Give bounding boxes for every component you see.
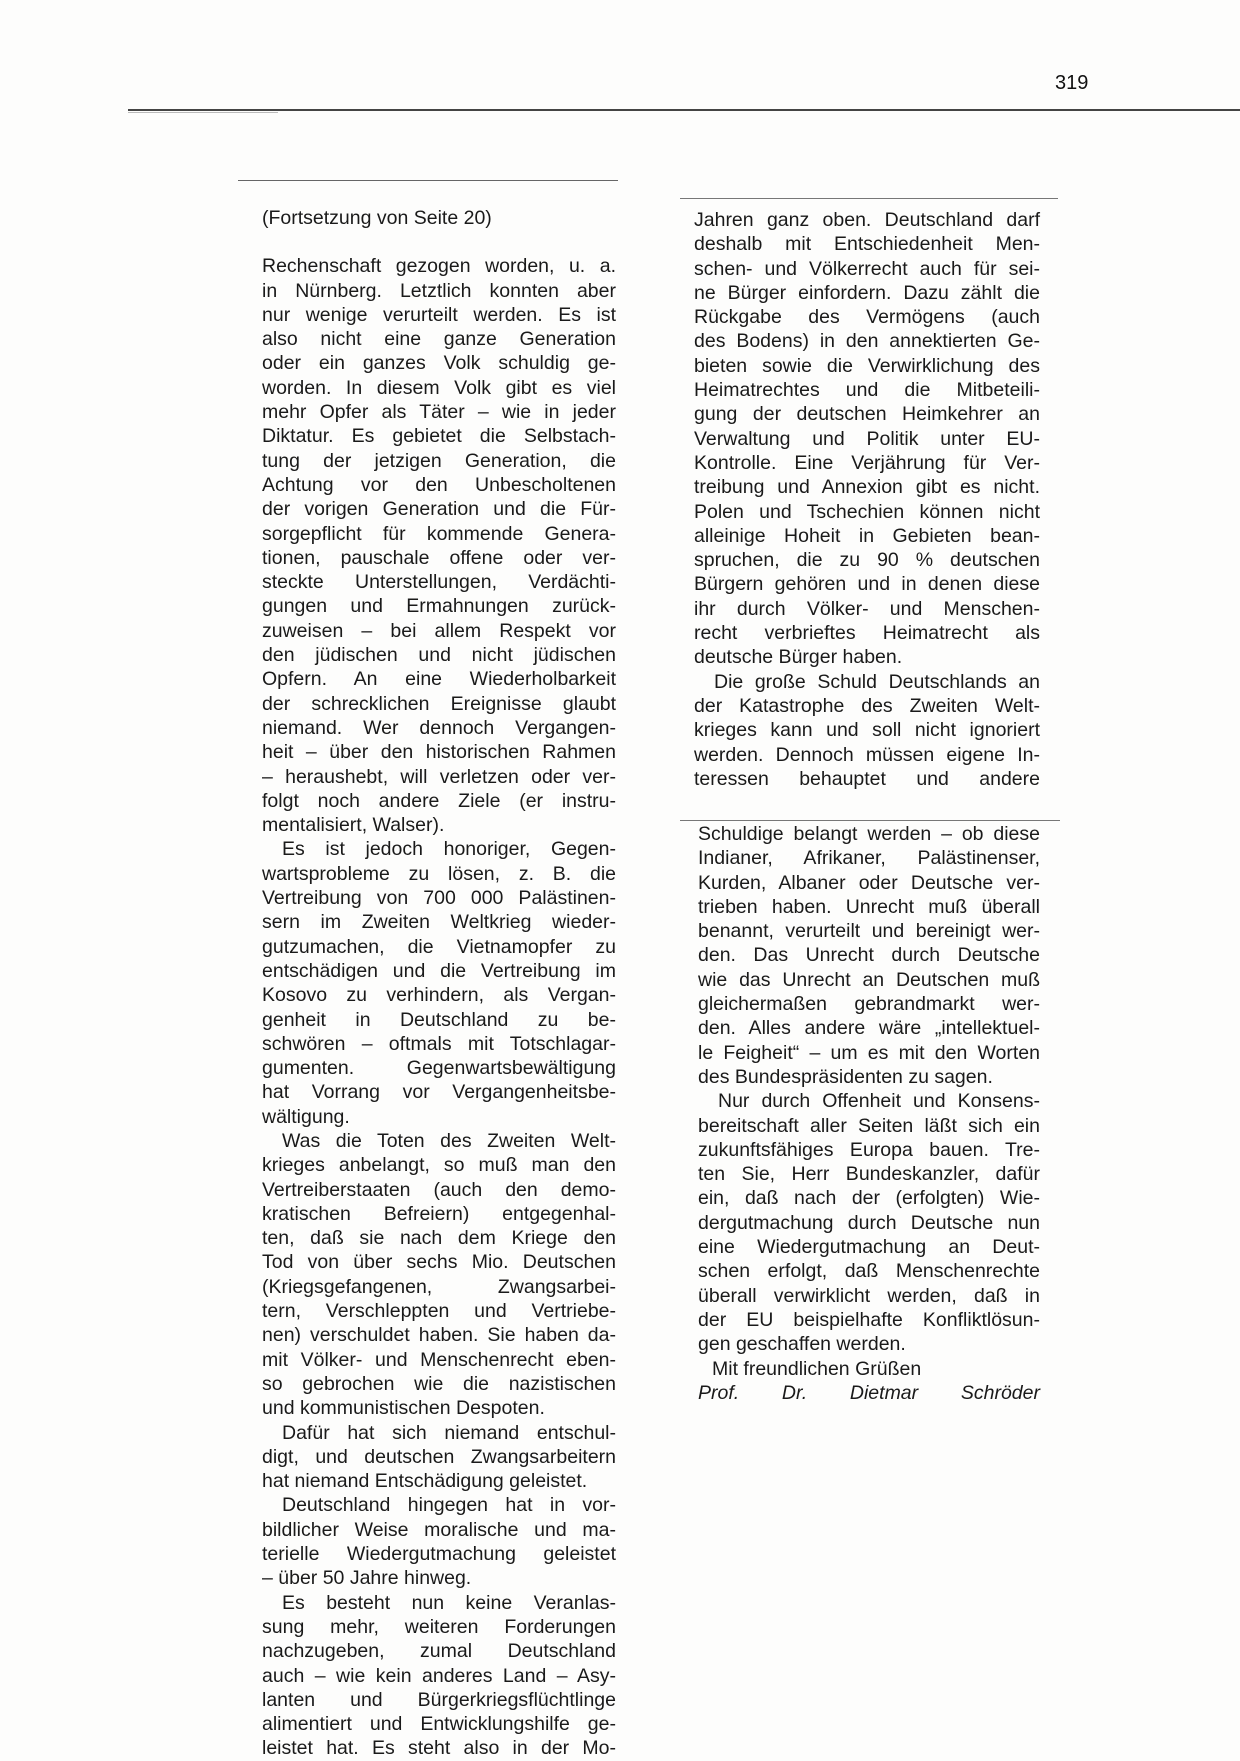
text-line: niemand. Wer dennoch Vergangen-	[262, 716, 616, 739]
text-line: – über 50 Jahre hinweg.	[262, 1567, 472, 1590]
text-line: Opfern. An eine Wiederholbarkeit	[262, 668, 616, 691]
text-line: gung der deutschen Heimkehrer an	[694, 403, 1040, 426]
text-line: der schrecklichen Ereignisse glaubt	[262, 692, 616, 715]
text-line: Die große Schuld Deutschlands an	[714, 670, 1040, 693]
continuation-note: (Fortsetzung von Seite 20)	[262, 207, 492, 229]
text-line: – heraushebt, will verletzen oder ver-	[262, 765, 616, 788]
text-line: ten Sie, Herr Bundeskanzler, dafür	[698, 1163, 1040, 1186]
text-line: schwören – oftmals mit Totschlagar-	[262, 1032, 616, 1055]
text-line: Verwaltung und Politik unter EU-	[694, 427, 1040, 450]
text-line: alimentiert und Entwicklungshilfe ge-	[262, 1713, 616, 1736]
text-line: alleinige Hoheit in Gebieten bean-	[694, 524, 1040, 547]
text-line: ne Bürger einfordern. Dazu zählt die	[694, 281, 1040, 304]
text-line: gleichermaßen gebrandmarkt wer-	[698, 993, 1040, 1016]
text-line: kratischen Befreiern) entgegenhal-	[262, 1202, 616, 1225]
text-line: genheit in Deutschland zu be-	[262, 1008, 616, 1031]
text-line: nur wenige verurteilt werden. Es ist	[262, 303, 616, 326]
text-line: sern im Zweiten Weltkrieg wieder-	[262, 911, 616, 934]
text-line: des Bundespräsidenten zu sagen.	[698, 1065, 993, 1088]
text-line: trieben haben. Unrecht muß überall	[698, 895, 1040, 918]
text-line: mentalisiert, Walser).	[262, 814, 445, 837]
text-line: Schuldige belangt werden – ob diese	[698, 823, 1040, 845]
left-column-rule	[238, 180, 618, 181]
text-line: Heimatrechtes und die Mitbeteili-	[694, 379, 1040, 402]
text-line: Es besteht nun keine Veranlas-	[282, 1591, 616, 1614]
header-rule-faint	[128, 112, 278, 113]
text-line: des Bodens) in den annektierten Ge-	[694, 330, 1040, 353]
text-line: zuweisen – bei allem Respekt vor	[262, 619, 616, 642]
text-line: Deutschland hingegen hat in vor-	[282, 1494, 616, 1517]
text-line: Rückgabe des Vermögens (auch	[694, 306, 1040, 329]
text-line: le Feigheit“ – um es mit den Worten	[698, 1041, 1040, 1064]
text-line: sorgepflicht für kommende Genera-	[262, 522, 616, 545]
text-line: Indianer, Afrikaner, Palästinenser,	[698, 847, 1040, 870]
text-line: leistet hat. Es steht also in der Mo-	[262, 1737, 616, 1760]
text-line: Tod von über sechs Mio. Deutschen	[262, 1251, 616, 1274]
text-line: gungen und Ermahnungen zurück-	[262, 595, 616, 618]
closing-greeting: Mit freundlichen Grüßen	[712, 1357, 922, 1380]
text-line: Dafür hat sich niemand entschul-	[282, 1421, 616, 1444]
text-line: deshalb mit Entschiedenheit Men-	[694, 233, 1040, 256]
text-line: ten, daß sie nach dem Kriege den	[262, 1227, 616, 1250]
text-line: schen erfolgt, daß Menschenrechte	[698, 1260, 1040, 1283]
text-line: wältigung.	[262, 1105, 350, 1128]
right-column-rule-middle	[680, 820, 1060, 821]
text-line: Kosovo zu verhindern, als Vergan-	[262, 984, 616, 1007]
text-line: bildlicher Weise moralische und ma-	[262, 1518, 616, 1541]
text-line: den. Das Unrecht durch Deutsche	[698, 944, 1040, 967]
right-column-top	[694, 208, 1040, 791]
text-line: Vertreibung von 700 000 Palästinen-	[262, 887, 616, 910]
text-line: deutsche Bürger haben.	[694, 646, 903, 669]
right-column-rule-top	[680, 198, 1058, 199]
text-line: eine Wiedergutmachung an Deut-	[698, 1236, 1040, 1259]
text-line: sung mehr, weiteren Forderungen	[262, 1615, 616, 1638]
text-line: Jahren ganz oben. Deutschland darf	[694, 209, 1040, 231]
text-line: auch – wie kein anderes Land – Asy-	[262, 1664, 616, 1687]
text-line: mehr Opfer als Täter – wie in jeder	[262, 401, 616, 424]
text-line: digt, und deutschen Zwangsarbeitern	[262, 1445, 616, 1468]
text-line: ihr durch Völker- und Menschen-	[694, 597, 1040, 620]
text-line: tung der jetzigen Generation, die	[262, 449, 616, 472]
text-line: teressen behauptet und andere	[694, 767, 1040, 790]
text-line: steckte Unterstellungen, Verdächti-	[262, 571, 616, 594]
page-number: 319	[1055, 72, 1089, 94]
header-rule	[128, 109, 1240, 111]
text-line: wartsprobleme zu lösen, z. B. die	[262, 862, 616, 885]
text-line: Diktatur. Es gebietet die Selbstach-	[262, 425, 616, 448]
text-line: so gebrochen wie die nazistischen	[262, 1372, 616, 1395]
text-line: Nur durch Offenheit und Konsens-	[718, 1090, 1040, 1113]
right-column-bottom	[698, 822, 1040, 1405]
text-line: dergutmachung durch Deutsche nun	[698, 1211, 1040, 1234]
text-line: also nicht eine ganze Generation	[262, 328, 616, 351]
text-line: und kommunistischen Despoten.	[262, 1397, 545, 1420]
text-line: terielle Wiedergutmachung geleistet	[262, 1543, 616, 1566]
text-line: überall verwirklicht werden, daß in	[698, 1284, 1040, 1307]
right-column-top-body	[694, 208, 1040, 791]
text-line: heit – über den historischen Rahmen	[262, 741, 616, 764]
text-line: recht verbrieftes Heimatrecht als	[694, 622, 1040, 645]
left-column-body	[262, 254, 616, 1760]
text-line: wie das Unrecht an Deutschen muß	[698, 968, 1040, 991]
text-line: entschädigen und die Vertreibung im	[262, 959, 616, 982]
text-line: bieten sowie die Verwirklichung des	[694, 354, 1040, 377]
text-line: krieges anbelangt, so muß man den	[262, 1154, 616, 1177]
author-signature: Prof. Dr. Dietmar Schröder	[698, 1381, 1040, 1404]
text-line: Was die Toten des Zweiten Welt-	[282, 1129, 616, 1152]
text-line: (Kriegsgefangenen, Zwangsarbei-	[262, 1275, 616, 1298]
text-line: in Nürnberg. Letztlich konnten aber	[262, 279, 616, 302]
text-line: oder ein ganzes Volk schuldig ge-	[262, 352, 616, 375]
text-line: nachzugeben, zumal Deutschland	[262, 1640, 616, 1663]
text-line: zukunftsfähiges Europa bauen. Tre-	[698, 1138, 1040, 1161]
right-column-bottom-body	[698, 822, 1040, 1357]
text-line: ein, daß nach der (erfolgten) Wie-	[698, 1187, 1040, 1210]
text-line: gutzumachen, die Vietnamopfer zu	[262, 935, 616, 958]
text-line: Kontrolle. Eine Verjährung für Ver-	[694, 451, 1040, 474]
text-line: worden. In diesem Volk gibt es viel	[262, 376, 616, 399]
text-line: Achtung vor den Unbescholtenen	[262, 473, 616, 496]
text-line: werden. Dennoch müssen eigene In-	[694, 743, 1040, 766]
text-line: spruchen, die zu 90 % deutschen	[694, 549, 1040, 572]
text-line: schen- und Völkerrecht auch für sei-	[694, 257, 1040, 280]
text-line: hat Vorrang vor Vergangenheitsbe-	[262, 1081, 616, 1104]
text-line: den jüdischen und nicht jüdischen	[262, 644, 616, 667]
text-line: Bürgern gehören und in denen diese	[694, 573, 1040, 596]
text-line: der vorigen Generation und die Für-	[262, 498, 616, 521]
text-line: nen) verschuldet haben. Sie haben da-	[262, 1324, 616, 1347]
text-line: tern, Verschleppten und Vertriebe-	[262, 1300, 616, 1323]
text-line: Kurden, Albaner oder Deutsche ver-	[698, 871, 1040, 894]
left-column	[262, 206, 616, 1761]
text-line: der EU beispielhafte Konfliktlösun-	[698, 1308, 1040, 1331]
text-line: gen geschaffen werden.	[698, 1333, 906, 1356]
text-line: Vertreiberstaaten (auch den demo-	[262, 1178, 616, 1201]
text-line: Rechenschaft gezogen worden, u. a.	[262, 255, 616, 278]
text-line: Es ist jedoch honoriger, Gegen-	[282, 838, 616, 861]
text-line: der Katastrophe des Zweiten Welt-	[694, 694, 1040, 717]
text-line: tionen, pauschale offene oder ver-	[262, 546, 616, 569]
text-line: den. Alles andere wäre „intellektuel-	[698, 1017, 1040, 1040]
text-line: bereitschaft aller Seiten läßt sich ein	[698, 1114, 1040, 1137]
text-line: hat niemand Entschädigung geleistet.	[262, 1470, 588, 1493]
text-line: gumenten. Gegenwartsbewältigung	[262, 1057, 616, 1080]
text-line: benannt, verurteilt und bereinigt wer-	[698, 920, 1040, 943]
text-line: treibung und Annexion gibt es nicht.	[694, 476, 1040, 499]
text-line: folgt noch andere Ziele (er instru-	[262, 789, 616, 812]
text-line: krieges kann und soll nicht ignoriert	[694, 719, 1040, 742]
text-line: Polen und Tschechien können nicht	[694, 500, 1040, 523]
text-line: lanten und Bürgerkriegsflüchtlinge	[262, 1688, 616, 1711]
text-line: mit Völker- und Menschenrecht eben-	[262, 1348, 616, 1371]
